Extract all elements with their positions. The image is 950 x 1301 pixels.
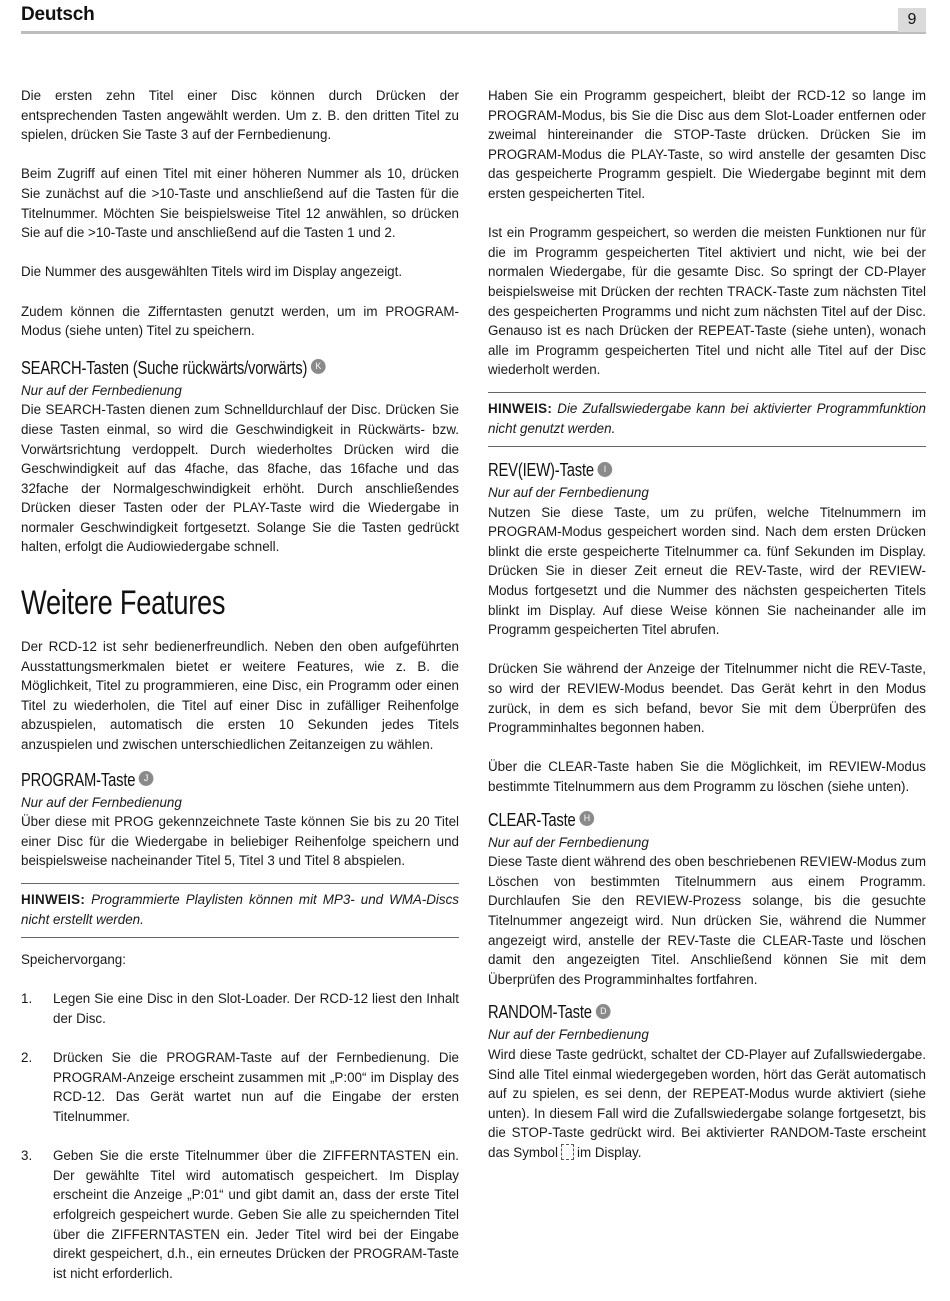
note-box [488, 392, 926, 447]
section-subtitle: Nur auf der Fernbedienung [21, 794, 182, 810]
key-badge-icon: I [598, 462, 613, 477]
section-subtitle: Nur auf der Fernbedienung [488, 1027, 649, 1043]
list-item [21, 989, 459, 1028]
section-title: CLEAR-Taste [488, 809, 576, 830]
paragraph: Der RCD-12 ist sehr bedienerfreundlich. Neben den oben aufgeführten Ausstattungsmerkmalen bietet er weitere Features, wie z. B. die Möglichkeit, Titel zu programmieren, eine Disc, ein Programm oder einen Titel zu wiederholen, die Titel auf einer Disc in zufälliger Reihenfolge abzuspielen, automatisch die ersten 10 Sekunden jedes Titels anzuspielen und zwischen unterschiedlichen Zeitanzeigen zu wählen. [21, 639, 459, 753]
section-heading-random [488, 999, 847, 1025]
step-text: Geben Sie die erste Titelnummer über die ZIFFERNTASTEN ein. Der gewählte Titel wird automatisch gespeichert. Im Display erscheint die Anzeige „P:01“ und gibt damit an, dass der erste Titel erfolgreich gespeichert wurde. Geben Sie alle zu speichernden Titel über die ZIFFERNTASTEN ein. Jeder Titel wird bei der Eingabe direkt gespeichert, d.h., ein erneutes Drücken der PROGRAM-Taste ist nicht erforderlich. [53, 1148, 459, 1281]
note-label: HINWEIS: [21, 892, 86, 907]
note-text: Die Zufallswiedergabe kann bei aktivierter Programmfunktion nicht genutzt werden. [488, 400, 926, 436]
section-heading-features: Weitere Features [21, 584, 226, 623]
paragraph: Ist ein Programm gespeichert, so werden die meisten Funktionen nur für die im Programm gespeicherten Titel aktiviert und nicht, wie bei der normalen Wiedergabe, für die gesamte Disc. So springt der CD-Player beispielsweise mit Drücken der rechten TRACK-Taste zum nächsten Titel des gespeicherten Programms und nicht zum nächsten Titel auf der Disc. Genauso ist es nach Drücken der REPEAT-Taste (siehe unten), wonach alle im Programm gespeicherten Titel und nicht alle Titel auf der Disc wiederholt werden. [488, 225, 926, 378]
key-badge-icon: J [139, 771, 154, 786]
section-subtitle: Nur auf der Fernbedienung [488, 834, 649, 850]
section-title: PROGRAM-Taste [21, 769, 136, 790]
paragraph: Die SEARCH-Tasten dienen zum Schnelldurchlauf der Disc. Drücken Sie diese Tasten einmal, so wird die Geschwindigkeit in Rückwärts- bzw. Vorwärtsrichtung verdoppelt. Durch wiederholtes Drücken wird die Geschwindigkeit auf das 4fache, das 8fache, das 16fache und das 32fache der Normalgeschwindigkeit erhöht. Durch anschließendes Drücken dieser Tasten oder der PLAY-Taste wird die Wiedergabe in normaler Geschwindigkeit fortgesetzt. Solange Sie die Tasten gedrückt halten, erfolgt die Audiowiedergabe schnell. [21, 402, 459, 555]
header-language: Deutsch [21, 4, 95, 25]
note-label: HINWEIS: [488, 400, 553, 416]
paragraph: Beim Zugriff auf einen Titel mit einer höheren Nummer als 10, drücken Sie zunächst auf die >10-Taste und anschließend auf die Tasten für die Titelnummer. Möchten Sie beispielsweise Titel 12 anwählen, so drücken Sie auf die >10-Taste und anschließend auf die Tasten 1 und 2. [21, 166, 459, 241]
paragraph: Nutzen Sie diese Taste, um zu prüfen, welche Titelnummern im PROGRAM-Modus gespeichert worden sind. Nach dem ersten Drücken blinkt die erste gespeicherte Titelnummer ca. fünf Sekunden im Display. Drücken Sie in dieser Zeit erneut die REV-Taste, wird der REVIEW-Modus fortgesetzt und die Nummer des nächsten gespeicherten Titels blinkt im Display. Auf diese Weise können Sie nacheinander alle im Programm gespeicherten Titel abrufen. [488, 504, 926, 638]
random-text-after: im Display. [576, 1144, 642, 1160]
step-text: Drücken Sie die PROGRAM-Taste auf der Fernbedienung. Die PROGRAM-Anzeige erscheint zusammen mit „P:00“ im Display des RCD-12. Das Gerät wartet nun auf die Eingabe der ersten Titelnummer. [53, 1050, 459, 1124]
steps-list [21, 989, 459, 1283]
key-badge-icon: D [596, 1004, 611, 1019]
paragraph: Die Nummer des ausgewählten Titels wird im Display angezeigt. [21, 264, 403, 280]
section-subtitle: Nur auf der Fernbedienung [488, 485, 649, 501]
list-item [21, 1048, 459, 1126]
section-heading-review [488, 457, 847, 483]
random-text-before: Wird diese Taste gedrückt, schaltet der CD-Player auf Zufallswiedergabe. Sind alle Titel einmal wiedergegeben worden, hört das Gerät automatisch auf zu spielen, es sei denn, der REPEAT-Modus wurde aktiviert (siehe unten). In diesem Fall wird die Zufallswiedergabe solange fortgesetzt, bis die STOP-Taste gedrückt wird. Bei aktivierter RANDOM-Taste erscheint das Symbol [488, 1046, 926, 1160]
section-title: SEARCH-Tasten (Suche rückwärts/vorwärts) [21, 357, 308, 378]
paragraph: Diese Taste dient während des oben beschriebenen REVIEW-Modus zum Löschen von bestimmten Titelnummern aus einem Programm. Durchlaufen Sie den REVIEW-Prozess solange, bis die gesuchte Titelnummer angezeigt wird. Nun drücken Sie, während die Nummer angezeigt wird, anstelle der REV-Taste die CLEAR-Taste und löschen damit den angezeigten Titel. Anschließend können Sie mit dem Überprüfen des Programminhaltes fortfahren. [488, 854, 926, 987]
paragraph: Über die CLEAR-Taste haben Sie die Möglichkeit, im REVIEW-Modus bestimmte Titelnummern aus dem Programm zu löschen (siehe unten). [488, 759, 926, 794]
paragraph: Haben Sie ein Programm gespeichert, bleibt der RCD-12 so lange im PROGRAM-Modus, bis Sie die Disc aus dem Slot-Loader entfernen oder zweimal hintereinander die STOP-Taste drücken. Drücken Sie im PROGRAM-Modus die PLAY-Taste, so wird anstelle der gesamten Disc das gespeicherte Programm gespielt. Die Wiedergabe beginnt mit dem ersten gespeicherten Titel. [488, 88, 926, 201]
note-box [21, 883, 459, 938]
paragraph: Über diese mit PROG gekennzeichnete Taste können Sie bis zu 20 Titel einer Disc für die Wiedergabe in beliebiger Reihenfolge speichern und beispielsweise nacheinander Titel 5, Titel 3 und Titel 8 abspielen. [21, 814, 459, 869]
section-heading-search [21, 355, 380, 381]
step-number: 2. [21, 1050, 33, 1066]
header-rule [21, 31, 926, 34]
key-badge-icon: H [579, 811, 594, 826]
note-text: Programmierte Playlisten können mit MP3- und WMA-Discs nicht erstellt werden. [21, 892, 459, 927]
step-number: 1. [21, 991, 33, 1007]
paragraph: Speichervorgang: [21, 952, 126, 968]
section-heading-program [21, 767, 380, 793]
step-text: Legen Sie eine Disc in den Slot-Loader. Der RCD-12 liest den Inhalt der Disc. [53, 991, 459, 1026]
right-column [488, 86, 926, 1163]
section-heading-clear [488, 807, 847, 833]
paragraph: Die ersten zehn Titel einer Disc können durch Drücken der entsprechenden Tasten angewählt werden. Um z. B. den dritten Titel zu spielen, drücken Sie Taste 3 auf der Fernbedienung. [21, 88, 459, 143]
paragraph [488, 1045, 926, 1163]
paragraph: Zudem können die Zifferntasten genutzt werden, um im PROGRAM-Modus (siehe unten) Titel zu speichern. [21, 303, 459, 339]
step-number: 3. [21, 1148, 33, 1164]
random-symbol-icon [561, 1144, 574, 1160]
page-number: 9 [898, 8, 926, 32]
list-item [21, 1146, 459, 1283]
left-column [21, 86, 459, 1283]
section-subtitle: Nur auf der Fernbedienung [21, 382, 182, 398]
section-title: RANDOM-Taste [488, 1002, 592, 1023]
paragraph: Drücken Sie während der Anzeige der Titelnummer nicht die REV-Taste, so wird der REVIEW-Modus beendet. Das Gerät kehrt in den Modus zurück, in dem es sich befand, bevor Sie mit dem Überprüfen des Programminhaltes begonnen haben. [488, 661, 926, 736]
key-badge-icon: K [311, 359, 326, 374]
section-title: REV(IEW)-Taste [488, 460, 594, 481]
